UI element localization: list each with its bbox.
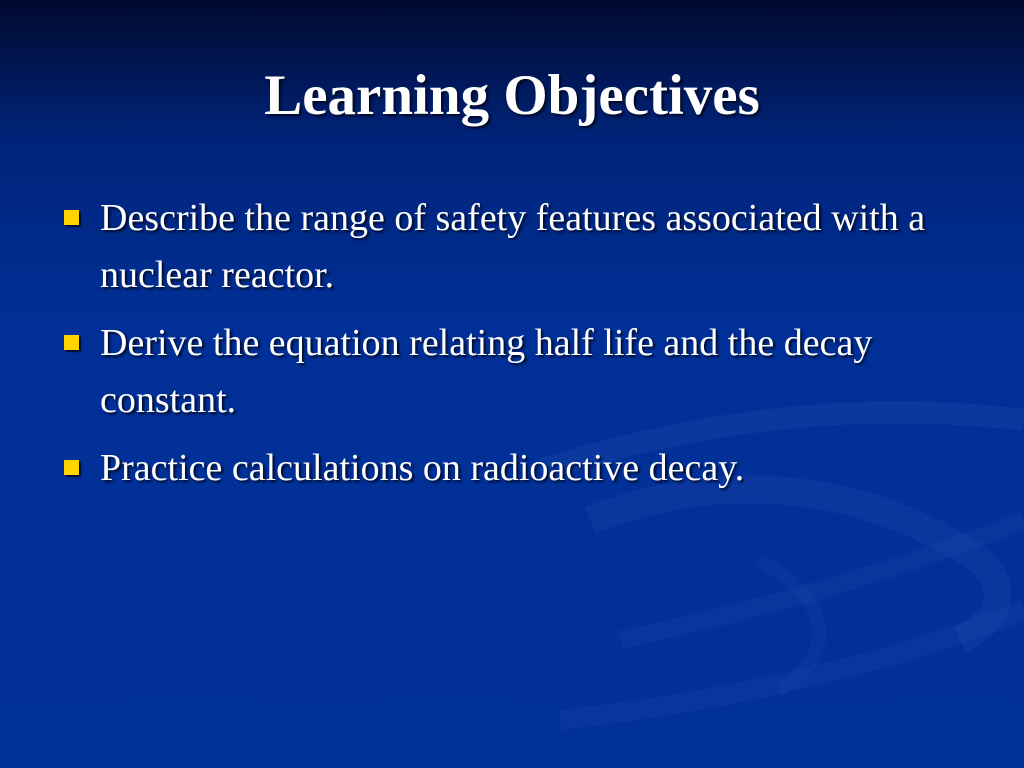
bullet-list [62, 190, 962, 508]
square-bullet-icon [64, 335, 79, 350]
square-bullet-icon [64, 210, 79, 225]
list-item [62, 315, 962, 429]
list-item [62, 440, 962, 497]
slide-title: Learning Objectives [264, 64, 760, 127]
square-bullet-icon [64, 460, 79, 475]
bullet-text: Derive the equation relating half life and the decay constant. [100, 322, 873, 421]
bullet-text: Describe the range of safety features associated with a nuclear reactor. [100, 197, 926, 296]
bullet-text: Practice calculations on radioactive decay. [100, 447, 745, 489]
list-item [62, 190, 962, 304]
